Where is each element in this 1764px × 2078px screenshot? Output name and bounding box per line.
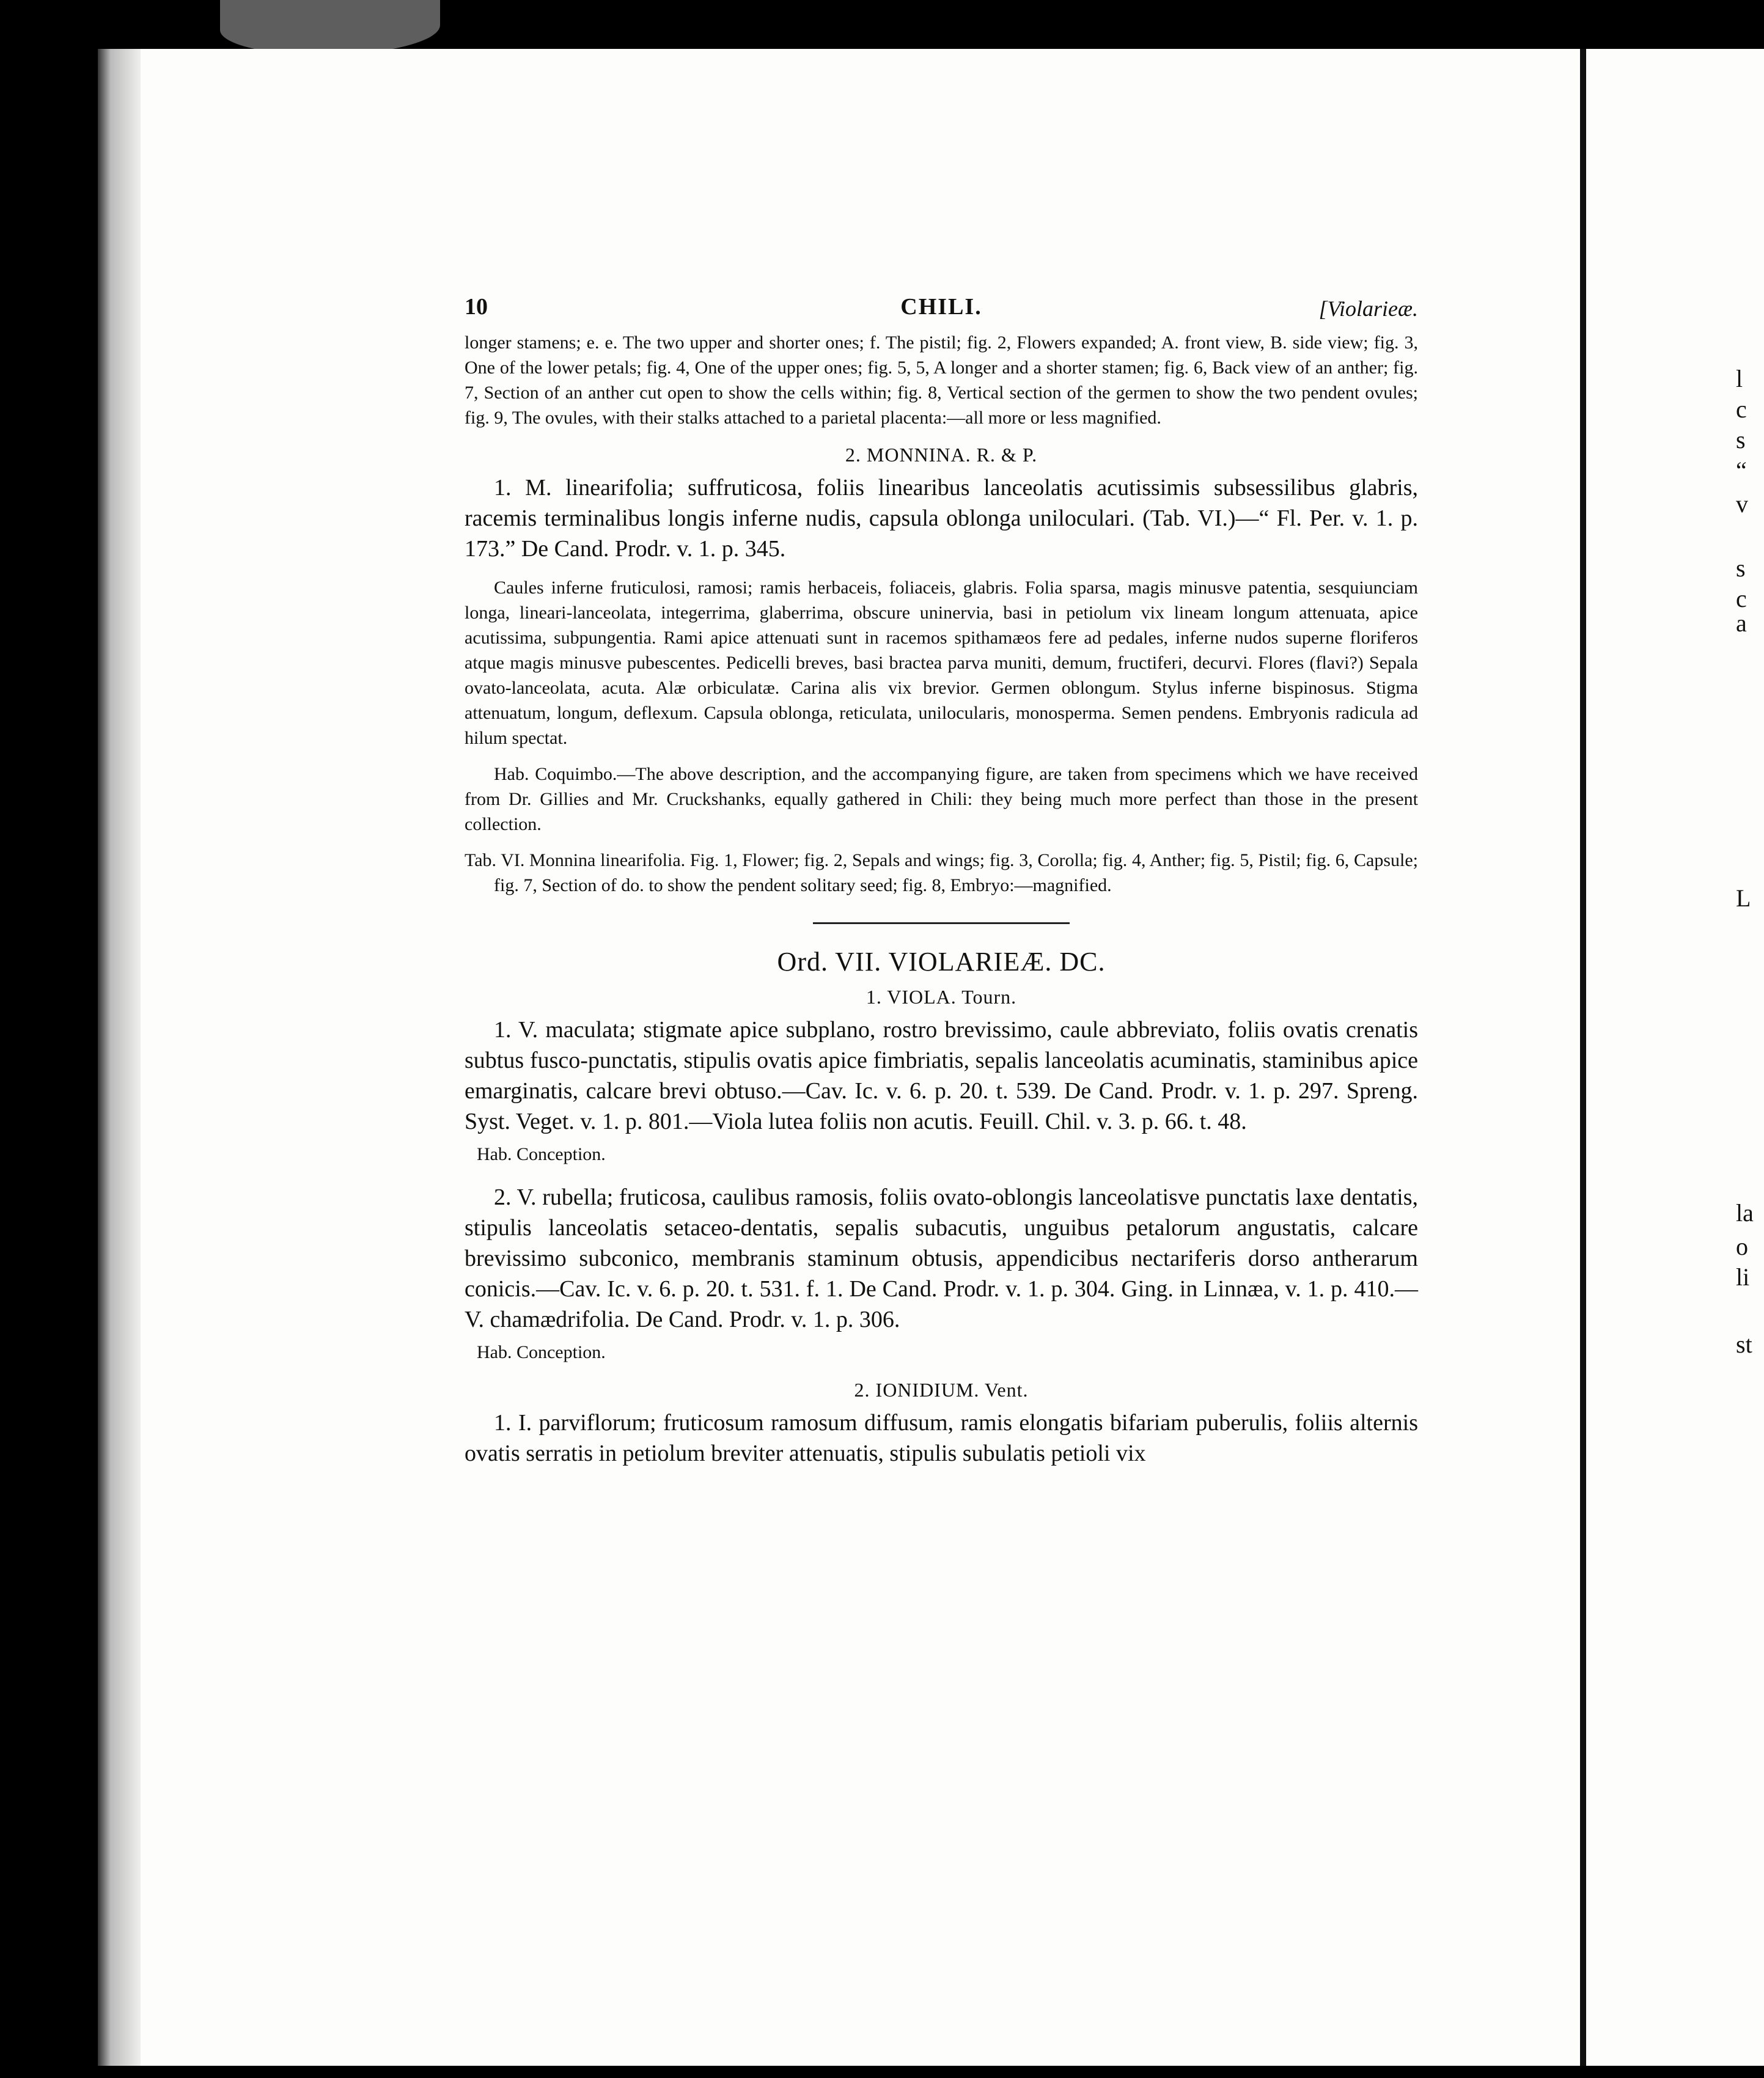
order-heading: Ord. VII. VIOLARIEÆ. DC.: [777, 947, 1106, 977]
genus-heading-monnina: 2. MONNINA. R. & P.: [845, 444, 1038, 466]
fragment: L: [1736, 884, 1751, 912]
species-ionidium-parviflorum: 1. I. parviflorum; fruticosum ramosum diffusum, ramis elongatis bifariam puberulis, foliis alternis ovatis serratis in petiolum breviter attenuatis, stipulis subulatis petioli vix: [465, 1410, 1418, 1466]
fragment: st: [1736, 1331, 1752, 1358]
fragment: a: [1736, 609, 1747, 637]
species-monnina-linearifolia: 1. M. linearifolia; suffruticosa, foliis linearibus lanceolatis acutissimis subsessilibus glabris, racemis terminalibus longis inferne nudis, capsula oblonga uniloculari. (Tab. VI.)—“ Fl. Per. v. 1. p. 173.” De Cand. Prodr. v. 1. p. 345.: [465, 475, 1418, 562]
page-content: [465, 293, 1418, 1469]
fragment: la: [1736, 1199, 1754, 1227]
habitat-note: Hab. Conception.: [477, 1342, 606, 1362]
plate-explanation: Tab. VI. Monnina linearifolia. Fig. 1, Flower; fig. 2, Sepals and wings; fig. 3, Corolla; fig. 4, Anther; fig. 5, Pistil; fig. 6, Capsule; fig. 7, Section of do. to show the pendent solitary seed; fig. 8, Embryo:—magnified.: [465, 850, 1418, 895]
fragment: c: [1736, 585, 1747, 612]
facing-page: [1586, 49, 1764, 2066]
genus-heading-ionidium: 2. IONIDIUM. Vent.: [854, 1379, 1029, 1401]
fragment: l: [1736, 365, 1743, 392]
figure-explanation: longer stamens; e. e. The two upper and shorter ones; f. The pistil; fig. 2, Flowers expanded; A. front view, B. side view; fig. 3, One of the lower petals; fig. 4, One of the upper ones; fig. 5, 5, A longer and a shorter stamen; fig. 6, Back view of an anther; fig. 7, Section of an anther cut open to show the cells within; fig. 8, Vertical section of the germen to show the two pendent ovules; fig. 9, The ovules, with their stalks attached to a parietal placenta:—all more or less magnified.: [465, 332, 1418, 428]
page-number: 10: [465, 294, 488, 320]
running-header: [465, 293, 1418, 330]
section-divider: [813, 922, 1070, 924]
running-title: CHILI.: [900, 294, 982, 320]
fragment: o: [1736, 1233, 1748, 1260]
fragment: s: [1736, 426, 1746, 453]
fragment: c: [1736, 395, 1747, 423]
fragment: v: [1736, 490, 1748, 518]
habitat-note: Hab. Coquimbo.—The above description, and the accompanying figure, are taken from specimens which we have received from Dr. Gillies and Mr. Cruckshanks, equally gathered in Chili: they being much more perfect than those in the present collection.: [465, 764, 1418, 834]
page-gutter: [1580, 49, 1586, 2066]
genus-heading-viola: 1. VIOLA. Tourn.: [865, 986, 1017, 1008]
binding-shadow: [98, 49, 141, 2066]
section-label: [Violarieæ.: [1318, 296, 1418, 321]
fragment: li: [1736, 1263, 1750, 1291]
species-viola-maculata: 1. V. maculata; stigmate apice subplano, rostro brevissimo, caule abbreviato, foliis ovatis crenatis subtus fusco-punctatis, stipulis ovatis apice fimbriatis, sepalis lanceolatis acuminatis, staminibus apice emarginatis, calcare brevi obtuso.—Cav. Ic. v. 6. p. 20. t. 539. De Cand. Prodr. v. 1. p. 297. Spreng. Syst. Veget. v. 1. p. 801.—Viola lutea foliis non acutis. Feuill. Chil. v. 3. p. 66. t. 48.: [465, 1017, 1418, 1134]
species-viola-rubella: 2. V. rubella; fruticosa, caulibus ramosis, foliis ovato-oblongis lanceolatisve punctatis laxe dentatis, stipulis lanceolatis setaceo-dentatis, sepalis subacutis, unguibus petalorum angustatis, calcare brevissimo subconico, membranis staminum obtusis, appendicibus nectariferis dorso antherarum conicis.—Cav. Ic. v. 6. p. 20. t. 531. f. 1. De Cand. Prodr. v. 1. p. 304. Ging. in Linnæa, v. 1. p. 410.—V. chamædrifolia. De Cand. Prodr. v. 1. p. 306.: [465, 1184, 1418, 1332]
fragment: s: [1736, 554, 1746, 582]
fragment: “: [1736, 457, 1747, 484]
habitat-note: Hab. Conception.: [477, 1144, 606, 1164]
species-description: Caules inferne fruticulosi, ramosi; ramis herbaceis, foliaceis, glabris. Folia sparsa, magis minusve patentia, sesquiunciam longa, lineari-lanceolata, integerrima, glaberrima, obscure uninervia, basi in petiolum vix lineam longum attenuata, apice acutissima, subpungentia. Rami apice attenuati sunt in racemos spithamæos fere ad pedales, inferne nudos superne floriferos atque magis minusve pubescentes. Pedicelli breves, basi bractea parva muniti, demum, fructiferi, decurvi. Flores (flavi?) Sepala ovato-lanceolata, acuta. Alæ orbiculatæ. Carina alis vix brevior. Germen oblongum. Stylus inferne bispinosus. Stigma attenuatum, longum, deflexum. Capsula oblonga, reticulata, unilocularis, monosperma. Semen pendens. Embryonis radicula ad hilum spectat.: [465, 578, 1418, 748]
